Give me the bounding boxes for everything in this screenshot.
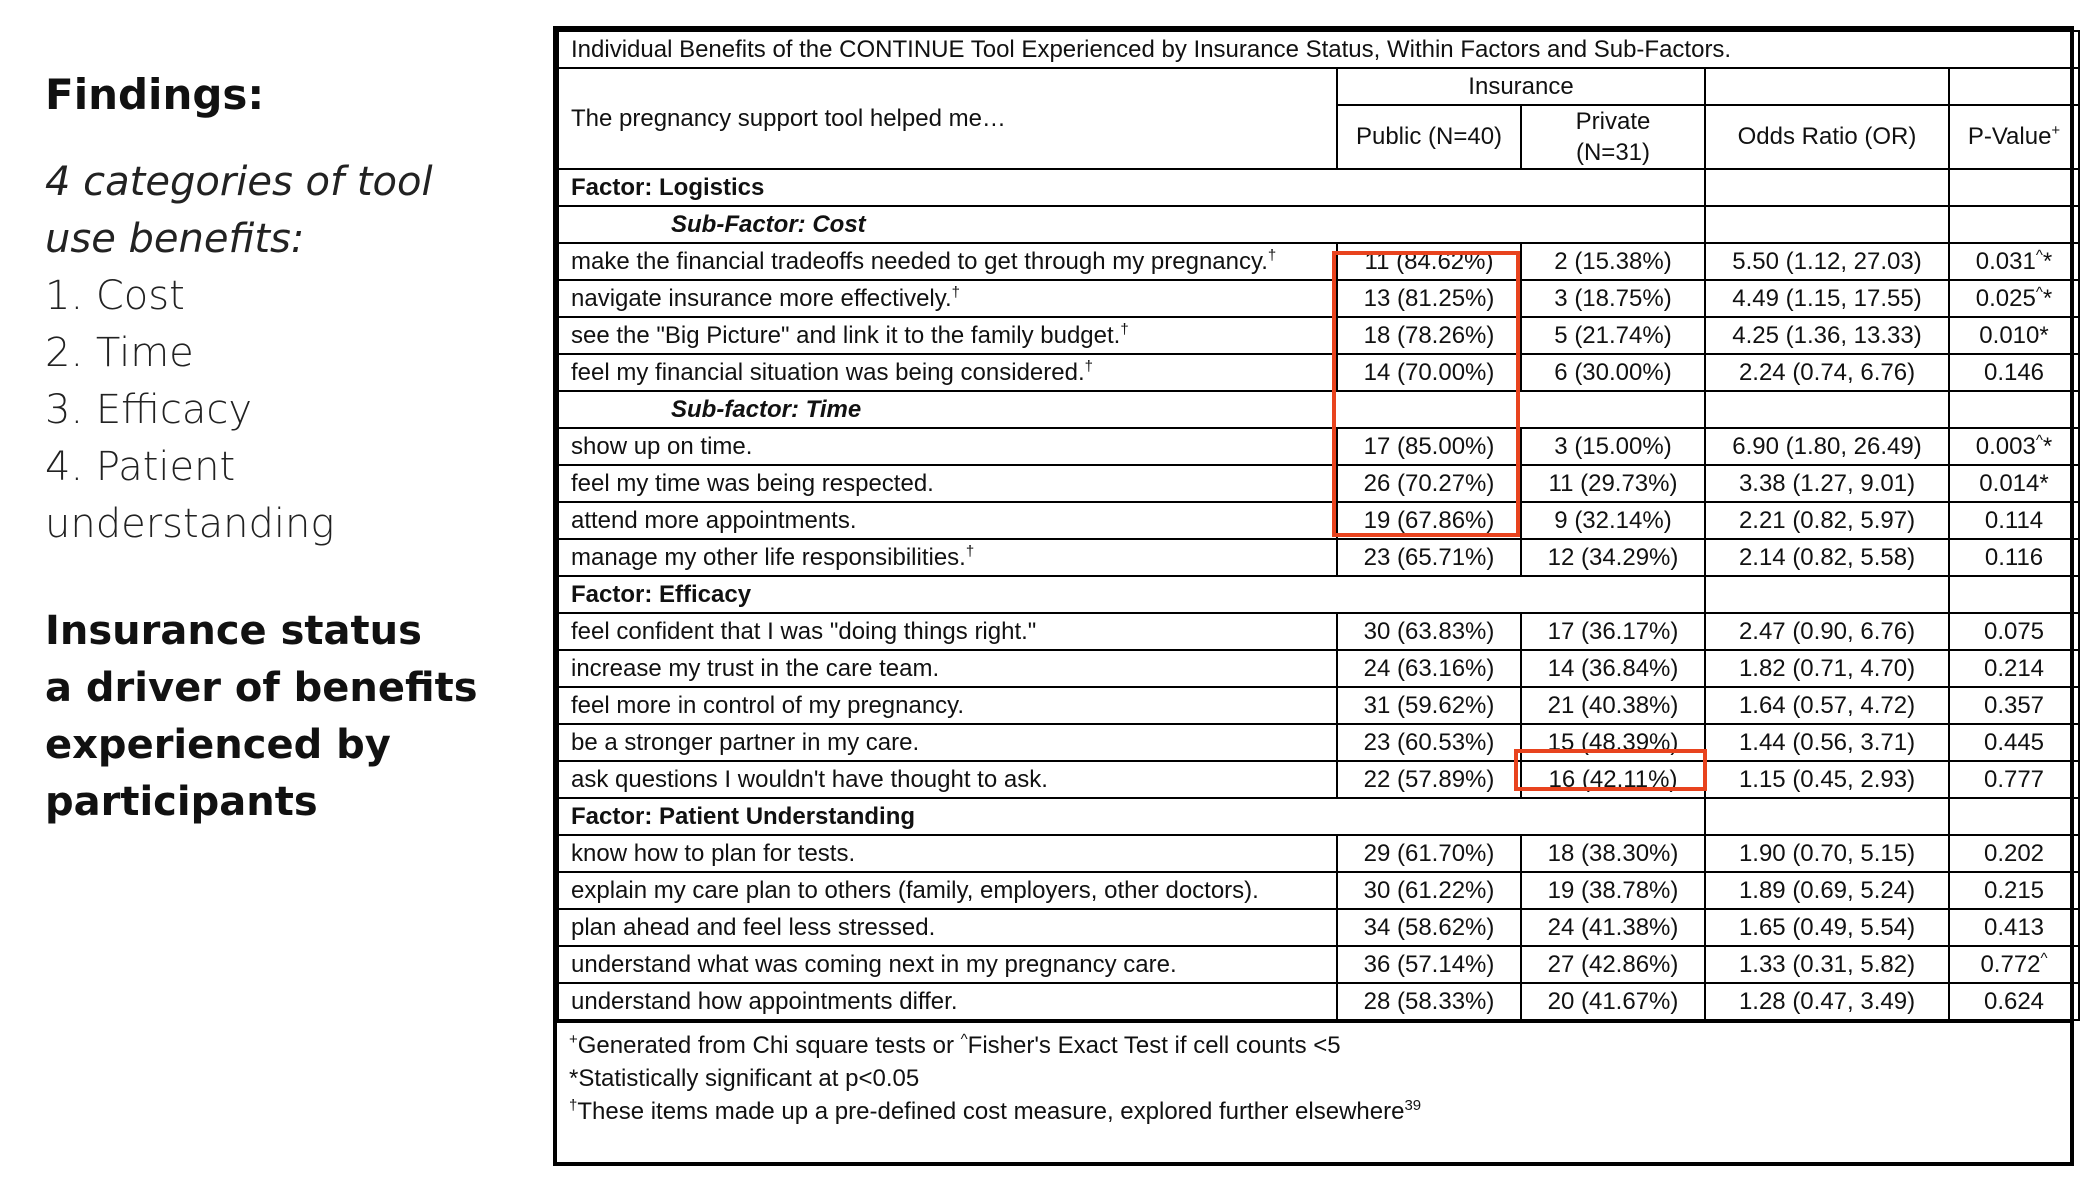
item-text: show up on time. (571, 432, 753, 460)
p-value-cell (1949, 650, 2079, 687)
subfactor-row (558, 206, 2079, 243)
categories-intro-line1: 4 categories of tool (45, 159, 433, 206)
p-value-cell (1949, 761, 2079, 798)
footnote-reference: 39 (1404, 1097, 1422, 1114)
public-cell: 23 (60.53%) (1337, 724, 1521, 761)
item-sup: † (1267, 246, 1277, 264)
item-cell (558, 761, 1337, 798)
table-row (558, 650, 2079, 687)
item-cell (558, 539, 1337, 576)
item-cell (558, 613, 1337, 650)
insurance-header: Insurance (1337, 68, 1705, 105)
p-value-cell (1949, 613, 2079, 650)
public-cell: 28 (58.33%) (1337, 983, 1521, 1020)
item-cell (558, 354, 1337, 391)
table-row (558, 539, 2079, 576)
item-cell (558, 835, 1337, 872)
p-value-cell (1949, 687, 2079, 724)
item-sup: † (1120, 320, 1129, 338)
empty-cell (1949, 576, 2079, 613)
insurance-note (45, 603, 525, 831)
p-value: 0.003 (1975, 432, 2036, 460)
table-row (558, 465, 2079, 502)
private-cell: 2 (15.38%) (1521, 243, 1705, 280)
item-text: increase my trust in the care team. (571, 654, 940, 682)
public-cell: 26 (70.27%) (1337, 465, 1521, 502)
insurance-note-line: Insurance status (45, 608, 422, 655)
private-cell: 14 (36.84%) (1521, 650, 1705, 687)
empty-cell (1949, 206, 2079, 243)
odds-ratio-cell: 1.90 (0.70, 5.15) (1705, 835, 1949, 872)
footnote-sup: ^ (960, 1031, 968, 1048)
public-cell: 13 (81.25%) (1337, 280, 1521, 317)
p-value: 0.010 (1979, 321, 2040, 349)
item-text: ask questions I wouldn't have thought to ask. (571, 765, 1048, 793)
public-cell: 23 (65.71%) (1337, 539, 1521, 576)
p-value: 0.014 (1979, 469, 2040, 497)
p-value-header-sup: + (2051, 122, 2061, 139)
factor-label: Factor: Patient Understanding (558, 798, 1705, 835)
table-footnotes (557, 1021, 2070, 1128)
odds-ratio-cell: 1.65 (0.49, 5.54) (1705, 909, 1949, 946)
private-cell: 11 (29.73%) (1521, 465, 1705, 502)
public-cell: 30 (63.83%) (1337, 613, 1521, 650)
subfactor-row (558, 391, 2079, 428)
item-text: understand what was coming next in my pregnancy care. (571, 950, 1177, 978)
odds-ratio-cell: 1.15 (0.45, 2.93) (1705, 761, 1949, 798)
odds-ratio-cell: 1.82 (0.71, 4.70) (1705, 650, 1949, 687)
p-value: 0.445 (1983, 728, 2045, 756)
p-value-sup: ^ (2035, 283, 2043, 301)
empty-cell (1705, 798, 1949, 835)
private-cell: 9 (32.14%) (1521, 502, 1705, 539)
odds-ratio-cell: 2.47 (0.90, 6.76) (1705, 613, 1949, 650)
item-cell (558, 243, 1337, 280)
p-value-significance: * (2042, 284, 2053, 312)
private-cell: 19 (38.78%) (1521, 872, 1705, 909)
private-header-line: Private (1575, 108, 1651, 135)
empty-cell (1705, 169, 1949, 206)
footnote (569, 1095, 2058, 1128)
item-sup: † (1084, 357, 1093, 375)
category-item: 4. Patient understanding (45, 444, 335, 548)
findings-title: Findings: (45, 70, 265, 119)
odds-ratio-cell: 4.49 (1.15, 17.55) (1705, 280, 1949, 317)
empty-cell (1949, 169, 2079, 206)
subfactor-label: Sub-factor: Time (558, 391, 1705, 428)
odds-ratio-cell: 1.64 (0.57, 4.72) (1705, 687, 1949, 724)
odds-ratio-cell: 1.44 (0.56, 3.71) (1705, 724, 1949, 761)
item-cell (558, 724, 1337, 761)
private-header-line: (N=31) (1575, 139, 1651, 166)
private-cell: 15 (48.39%) (1521, 724, 1705, 761)
p-value: 0.025 (1975, 284, 2036, 312)
category-item: 1. Cost (45, 273, 185, 320)
factor-row (558, 169, 2079, 206)
p-value: 0.146 (1983, 358, 2045, 386)
p-value-cell (1949, 835, 2079, 872)
p-value: 0.215 (1983, 876, 2045, 904)
public-cell: 14 (70.00%) (1337, 354, 1521, 391)
public-cell: 19 (67.86%) (1337, 502, 1521, 539)
p-value: 0.357 (1983, 691, 2045, 719)
footnote-text: Generated from Chi square tests or (577, 1032, 961, 1059)
public-cell: 34 (58.62%) (1337, 909, 1521, 946)
footnote-sup: † (569, 1097, 578, 1114)
public-cell: 30 (61.22%) (1337, 872, 1521, 909)
table-row (558, 613, 2079, 650)
item-text: understand how appointments differ. (571, 987, 958, 1015)
item-cell (558, 650, 1337, 687)
item-cell (558, 280, 1337, 317)
category-item: 3. Efficacy (45, 387, 252, 434)
item-text: know how to plan for tests. (571, 839, 856, 867)
private-cell: 17 (36.17%) (1521, 613, 1705, 650)
table-row (558, 946, 2079, 983)
item-text: feel more in control of my pregnancy. (571, 691, 965, 719)
odds-ratio-cell: 2.21 (0.82, 5.97) (1705, 502, 1949, 539)
p-value-cell (1949, 539, 2079, 576)
odds-ratio-cell: 1.33 (0.31, 5.82) (1705, 946, 1949, 983)
empty-cell (1705, 206, 1949, 243)
p-value-header-label: P-Value (1967, 123, 2052, 150)
private-cell: 3 (18.75%) (1521, 280, 1705, 317)
p-value-significance: * (2039, 469, 2049, 497)
odds-ratio-cell: 3.38 (1.27, 9.01) (1705, 465, 1949, 502)
item-text: see the "Big Picture" and link it to the family budget. (571, 321, 1121, 349)
item-text: plan ahead and feel less stressed. (571, 913, 936, 941)
odds-ratio-cell: 5.50 (1.12, 27.03) (1705, 243, 1949, 280)
table-row (558, 280, 2079, 317)
odds-ratio-cell: 4.25 (1.36, 13.33) (1705, 317, 1949, 354)
private-cell: 16 (42.11%) (1521, 761, 1705, 798)
table-body (558, 169, 2079, 1020)
table-row (558, 872, 2079, 909)
item-text: feel my time was being respected. (571, 469, 934, 497)
p-value: 0.624 (1983, 987, 2045, 1015)
p-value-sup: ^ (2040, 949, 2048, 967)
private-cell: 6 (30.00%) (1521, 354, 1705, 391)
p-value-cell (1949, 983, 2079, 1020)
table-row (558, 983, 2079, 1020)
empty-cell (1949, 798, 2079, 835)
insurance-note-line: experienced by (45, 722, 391, 769)
factor-row (558, 798, 2079, 835)
p-value-cell (1949, 428, 2079, 465)
p-value-sup: ^ (2035, 246, 2043, 264)
private-cell: 20 (41.67%) (1521, 983, 1705, 1020)
footnote-sup: + (569, 1031, 578, 1048)
item-text: explain my care plan to others (family, employers, other doctors). (571, 876, 1259, 904)
p-value-cell (1949, 872, 2079, 909)
public-header: Public (N=40) (1337, 105, 1521, 169)
p-value-cell (1949, 946, 2079, 983)
item-cell (558, 946, 1337, 983)
public-cell: 17 (85.00%) (1337, 428, 1521, 465)
odds-ratio-cell: 2.14 (0.82, 5.58) (1705, 539, 1949, 576)
footnote-text: These items made up a pre-defined cost measure, explored further elsewhere (577, 1098, 1405, 1125)
item-text: be a stronger partner in my care. (571, 728, 920, 756)
empty-cell (1949, 391, 2079, 428)
p-value-significance: * (2042, 432, 2053, 460)
odds-ratio-cell: 6.90 (1.80, 26.49) (1705, 428, 1949, 465)
footnote: *Statistically significant at p<0.05 (569, 1065, 920, 1092)
table-row (558, 835, 2079, 872)
factor-row (558, 576, 2079, 613)
table-row (558, 317, 2079, 354)
category-item: 2. Time (45, 330, 194, 377)
item-sup: † (951, 283, 960, 301)
categories-intro-line2: use benefits: (45, 216, 305, 263)
private-cell: 27 (42.86%) (1521, 946, 1705, 983)
public-cell: 22 (57.89%) (1337, 761, 1521, 798)
p-value: 0.031 (1975, 247, 2036, 275)
p-value: 0.114 (1984, 506, 2044, 534)
p-value-sup: ^ (2035, 431, 2043, 449)
item-cell (558, 465, 1337, 502)
footnote (569, 1029, 2058, 1062)
public-cell: 31 (59.62%) (1337, 687, 1521, 724)
findings-panel (45, 70, 525, 831)
odds-ratio-header: Odds Ratio (OR) (1705, 105, 1949, 169)
item-text: make the financial tradeoffs needed to get through my pregnancy. (571, 247, 1268, 275)
item-cell (558, 872, 1337, 909)
p-value-cell (1949, 502, 2079, 539)
p-value-header (1949, 105, 2079, 169)
table-caption: Individual Benefits of the CONTINUE Tool Experienced by Insurance Status, Within Factors and Sub-Factors. (558, 31, 2079, 68)
public-cell: 24 (63.16%) (1337, 650, 1521, 687)
p-value: 0.214 (1983, 654, 2045, 682)
item-cell (558, 687, 1337, 724)
table-row (558, 909, 2079, 946)
private-cell: 24 (41.38%) (1521, 909, 1705, 946)
item-text: feel my financial situation was being considered. (571, 358, 1085, 386)
table-stem: The pregnancy support tool helped me… (558, 68, 1337, 169)
private-cell: 3 (15.00%) (1521, 428, 1705, 465)
p-value: 0.202 (1983, 839, 2045, 867)
p-value: 0.772 (1980, 950, 2041, 978)
public-cell: 36 (57.14%) (1337, 946, 1521, 983)
item-text: manage my other life responsibilities. (571, 543, 966, 571)
item-cell (558, 983, 1337, 1020)
header-blank (1705, 68, 1949, 105)
table-row (558, 724, 2079, 761)
p-value-cell (1949, 354, 2079, 391)
private-cell: 5 (21.74%) (1521, 317, 1705, 354)
benefits-table-container (553, 26, 2074, 1166)
p-value: 0.777 (1983, 765, 2045, 793)
p-value: 0.413 (1983, 913, 2045, 941)
table-row (558, 428, 2079, 465)
public-cell: 11 (84.62%) (1337, 243, 1521, 280)
p-value: 0.075 (1983, 617, 2045, 645)
table-row (558, 354, 2079, 391)
odds-ratio-cell: 1.89 (0.69, 5.24) (1705, 872, 1949, 909)
item-text: navigate insurance more effectively. (571, 284, 952, 312)
empty-cell (1705, 576, 1949, 613)
table-row (558, 502, 2079, 539)
public-cell: 18 (78.26%) (1337, 317, 1521, 354)
factor-label: Factor: Efficacy (558, 576, 1705, 613)
private-cell: 18 (38.30%) (1521, 835, 1705, 872)
subfactor-label: Sub-Factor: Cost (558, 206, 1705, 243)
category-list (45, 268, 525, 553)
header-blank (1949, 68, 2079, 105)
footnote-text: Fisher's Exact Test if cell counts <5 (967, 1032, 1341, 1059)
insurance-note-line: a driver of benefits (45, 665, 478, 712)
insurance-note-line: participants (45, 779, 318, 826)
item-text: attend more appointments. (571, 506, 857, 534)
item-cell (558, 909, 1337, 946)
p-value-cell (1949, 317, 2079, 354)
table-row (558, 243, 2079, 280)
p-value-significance: * (2042, 247, 2053, 275)
item-cell (558, 428, 1337, 465)
private-header (1521, 105, 1705, 169)
benefits-table (557, 30, 2080, 1021)
p-value-cell (1949, 724, 2079, 761)
private-cell: 12 (34.29%) (1521, 539, 1705, 576)
p-value-significance: * (2039, 321, 2049, 349)
item-cell (558, 317, 1337, 354)
item-text: feel confident that I was "doing things right." (571, 617, 1037, 645)
item-cell (558, 502, 1337, 539)
table-row (558, 761, 2079, 798)
empty-cell (1705, 391, 1949, 428)
factor-label: Factor: Logistics (558, 169, 1705, 206)
table-row (558, 687, 2079, 724)
p-value-cell (1949, 465, 2079, 502)
p-value-cell (1949, 243, 2079, 280)
p-value-cell (1949, 909, 2079, 946)
odds-ratio-cell: 1.28 (0.47, 3.49) (1705, 983, 1949, 1020)
odds-ratio-cell: 2.24 (0.74, 6.76) (1705, 354, 1949, 391)
p-value-cell (1949, 280, 2079, 317)
item-sup: † (965, 542, 975, 560)
private-cell: 21 (40.38%) (1521, 687, 1705, 724)
public-cell: 29 (61.70%) (1337, 835, 1521, 872)
p-value: 0.116 (1984, 543, 2044, 571)
